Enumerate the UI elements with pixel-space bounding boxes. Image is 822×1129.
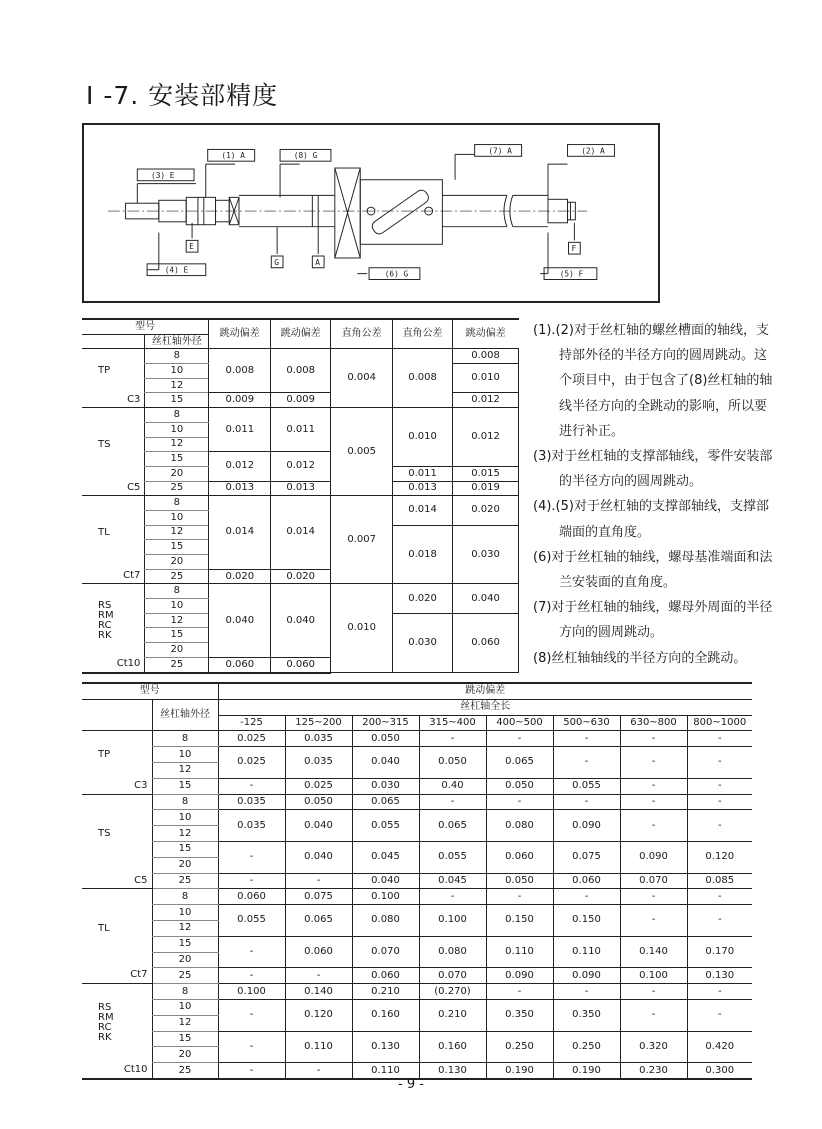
value-cell: 0.050 (285, 794, 352, 810)
value-cell: 0.350 (553, 999, 620, 1031)
note-item: (7)对于丝杠轴的轴线，螺母外周面的半径方向的圆周跳动。 (533, 600, 773, 641)
value-cell: 0.040 (352, 873, 419, 889)
model-cell: RS RM RC RK (82, 584, 145, 657)
value-cell: - (687, 905, 752, 937)
diameter-cell: 8 (145, 496, 209, 511)
table-row (82, 778, 752, 794)
diameter-cell: 12 (145, 437, 209, 452)
value-cell: 0.150 (553, 905, 620, 937)
value-cell: 0.035 (218, 794, 285, 810)
value-cell: - (218, 778, 285, 794)
header-blank (82, 334, 145, 349)
diameter-cell: 20 (152, 952, 218, 968)
value-cell: - (218, 968, 285, 984)
grade-cell: Ct7 (82, 968, 152, 984)
diameter-cell: 25 (145, 481, 209, 496)
grade-cell: Ct10 (82, 657, 145, 672)
notes-list (533, 318, 773, 671)
table-row (82, 968, 752, 984)
diameter-cell: 20 (152, 1047, 218, 1063)
callout-4: (4) E (164, 265, 189, 275)
note-item: (3)对于丝杠轴的支撑部轴线，零件安装部的半径方向的圆周跳动。 (533, 449, 773, 490)
diameter-cell: 8 (145, 408, 209, 423)
value-cell: 0.350 (486, 999, 553, 1031)
datum-f: F (571, 244, 577, 254)
value-cell: 0.020 (271, 569, 331, 584)
header-length-range: 125~200 (285, 715, 352, 731)
value-cell: - (285, 873, 352, 889)
grade-cell: Ct10 (82, 1063, 152, 1079)
callout-8: (8) G (293, 151, 318, 161)
value-cell: 0.065 (419, 810, 486, 842)
model-cell: TS (82, 408, 145, 481)
header-blank (82, 699, 152, 731)
model-cell: RS RM RC RK (82, 984, 152, 1063)
value-cell: 0.009 (209, 393, 271, 408)
diameter-cell: 8 (152, 984, 218, 1000)
value-cell: - (687, 731, 752, 747)
datum-g: G (274, 257, 279, 267)
accuracy-table-2 (82, 682, 752, 1080)
value-cell: 0.004 (331, 349, 393, 408)
value-cell: 0.012 (271, 452, 331, 481)
value-cell: 0.020 (453, 496, 519, 525)
accuracy-table-1 (82, 318, 519, 674)
value-cell: 0.040 (285, 810, 352, 842)
value-cell: 0.055 (218, 905, 285, 937)
value-cell: 0.060 (486, 841, 553, 873)
value-cell: 0.013 (271, 481, 331, 496)
value-cell: - (620, 794, 687, 810)
value-cell: 0.040 (453, 584, 519, 613)
table-row (82, 984, 752, 1000)
table-header-row (82, 683, 752, 699)
diameter-cell: 10 (152, 747, 218, 763)
value-cell: 0.011 (393, 466, 453, 481)
table-row (82, 393, 519, 408)
value-cell: 0.060 (209, 657, 271, 672)
model-cell: TL (82, 496, 145, 569)
diameter-cell: 25 (152, 968, 218, 984)
diameter-cell: 20 (152, 857, 218, 873)
diameter-cell: 12 (152, 762, 218, 778)
value-cell: 0.190 (553, 1063, 620, 1079)
value-cell: 0.100 (352, 889, 419, 905)
value-cell: - (687, 747, 752, 779)
value-cell: - (687, 810, 752, 842)
value-cell: 0.150 (486, 905, 553, 937)
diameter-cell: 8 (152, 889, 218, 905)
value-cell: - (620, 810, 687, 842)
value-cell: 0.040 (352, 747, 419, 779)
value-cell: - (285, 1063, 352, 1079)
value-cell: - (419, 889, 486, 905)
value-cell: 0.045 (419, 873, 486, 889)
value-cell: 0.130 (352, 1031, 419, 1063)
value-cell: 0.015 (453, 466, 519, 481)
header-model: 型号 (82, 319, 209, 334)
value-cell: - (553, 984, 620, 1000)
value-cell: 0.025 (218, 747, 285, 779)
value-cell: 0.014 (209, 496, 271, 569)
value-cell: 0.080 (352, 905, 419, 937)
value-cell: 0.009 (271, 393, 331, 408)
model-cell: TP (82, 731, 152, 778)
table-header-row (82, 699, 752, 715)
note-item: (6)对于丝杠轴的轴线，螺母基准端面和法兰安装面的直角度。 (533, 549, 773, 591)
value-cell: 0.110 (285, 1031, 352, 1063)
table-row (82, 481, 519, 496)
value-cell: 0.065 (486, 747, 553, 779)
value-cell: 0.300 (687, 1063, 752, 1079)
diameter-cell: 12 (152, 826, 218, 842)
note-item: (4).(5)对于丝杠轴的支撑部轴线，支撑部端面的直角度。 (533, 499, 769, 540)
value-cell: 0.010 (393, 408, 453, 467)
value-cell: 0.320 (620, 1031, 687, 1063)
value-cell: 0.080 (486, 810, 553, 842)
callout-2: (2) A (581, 146, 605, 156)
header-length-range: -125 (218, 715, 285, 731)
value-cell: 0.075 (285, 889, 352, 905)
value-cell: 0.080 (419, 936, 486, 968)
value-cell: 0.011 (209, 408, 271, 452)
value-cell: 0.110 (486, 936, 553, 968)
value-cell: 0.130 (419, 1063, 486, 1079)
value-cell: 0.100 (419, 905, 486, 937)
value-cell: - (553, 747, 620, 779)
callout-1: (1) A (221, 151, 245, 161)
diameter-cell: 15 (145, 628, 209, 643)
value-cell: 0.060 (271, 657, 331, 672)
value-cell: 0.030 (352, 778, 419, 794)
value-cell: 0.050 (419, 747, 486, 779)
value-cell: - (687, 999, 752, 1031)
value-cell: 0.019 (453, 481, 519, 496)
value-cell: 0.014 (271, 496, 331, 569)
header-diameter: 丝杠轴外径 (145, 334, 209, 349)
diameter-cell: 15 (152, 841, 218, 857)
value-cell: 0.012 (453, 393, 519, 408)
value-cell: 0.020 (209, 569, 271, 584)
value-cell: 0.030 (393, 613, 453, 672)
value-cell: (0.270) (419, 984, 486, 1000)
table-row (82, 794, 752, 810)
value-cell: - (687, 889, 752, 905)
page-number: - 9 - (398, 1077, 424, 1092)
value-cell: 0.110 (553, 936, 620, 968)
value-cell: 0.007 (331, 496, 393, 584)
diameter-cell: 15 (145, 540, 209, 555)
table-row (82, 584, 519, 599)
table-row (82, 873, 752, 889)
callout-3: (3) E (151, 170, 175, 180)
diameter-cell: 8 (145, 584, 209, 599)
callout-6: (6) G (384, 269, 409, 279)
value-cell: - (620, 984, 687, 1000)
value-cell: 0.40 (419, 778, 486, 794)
model-cell: TP (82, 349, 145, 393)
value-cell: 0.090 (620, 841, 687, 873)
value-cell: - (419, 731, 486, 747)
value-cell: - (218, 999, 285, 1031)
value-cell: 0.420 (687, 1031, 752, 1063)
value-cell: 0.140 (285, 984, 352, 1000)
header-model: 型号 (82, 683, 218, 699)
value-cell: 0.008 (393, 349, 453, 408)
header-length: 丝杠轴全长 (218, 699, 752, 715)
header-length-range: 315~400 (419, 715, 486, 731)
value-cell: 0.090 (486, 968, 553, 984)
grade-cell: C5 (82, 481, 145, 496)
value-cell: 0.075 (553, 841, 620, 873)
diameter-cell: 20 (145, 466, 209, 481)
diameter-cell: 10 (145, 510, 209, 525)
value-cell: 0.012 (209, 452, 271, 481)
value-cell: 0.014 (393, 496, 453, 525)
diameter-cell: 8 (152, 731, 218, 747)
model-cell: TS (82, 794, 152, 873)
table-row (82, 889, 752, 905)
diameter-cell: 12 (152, 920, 218, 936)
value-cell: 0.100 (218, 984, 285, 1000)
value-cell: - (285, 968, 352, 984)
callout-7: (7) A (488, 146, 512, 156)
value-cell: 0.140 (620, 936, 687, 968)
diameter-cell: 12 (152, 1015, 218, 1031)
value-cell: 0.010 (331, 584, 393, 673)
value-cell: - (620, 999, 687, 1031)
value-cell: 0.011 (271, 408, 331, 452)
value-cell: - (218, 1031, 285, 1063)
value-cell: 0.040 (271, 584, 331, 657)
value-cell: - (553, 731, 620, 747)
header-length-range: 200~315 (352, 715, 419, 731)
diameter-cell: 20 (145, 555, 209, 570)
value-cell: 0.025 (285, 778, 352, 794)
value-cell: - (419, 794, 486, 810)
value-cell: - (218, 1063, 285, 1079)
value-cell: 0.230 (620, 1063, 687, 1079)
table-row (82, 731, 752, 747)
value-cell: 0.030 (453, 525, 519, 584)
value-cell: 0.010 (453, 364, 519, 393)
value-cell: 0.035 (285, 731, 352, 747)
diameter-cell: 15 (152, 1031, 218, 1047)
value-cell: 0.120 (687, 841, 752, 873)
value-cell: 0.008 (209, 349, 271, 393)
value-cell: 0.160 (419, 1031, 486, 1063)
value-cell: 0.040 (285, 841, 352, 873)
diameter-cell: 25 (145, 657, 209, 672)
value-cell: - (486, 984, 553, 1000)
value-cell: 0.013 (393, 481, 453, 496)
diameter-cell: 25 (152, 873, 218, 889)
value-cell: 0.160 (352, 999, 419, 1031)
diameter-cell: 12 (145, 525, 209, 540)
value-cell: 0.035 (285, 747, 352, 779)
header-length-range: 630~800 (620, 715, 687, 731)
diameter-cell: 10 (152, 810, 218, 826)
value-cell: - (486, 731, 553, 747)
grade-cell: C3 (82, 393, 145, 408)
callout-5: (5) F (559, 269, 584, 279)
value-cell: - (687, 794, 752, 810)
value-cell: 0.060 (285, 936, 352, 968)
table-row (82, 905, 752, 921)
header-col: 跳动偏差 (209, 319, 271, 349)
value-cell: 0.085 (687, 873, 752, 889)
diameter-cell: 12 (145, 378, 209, 393)
header-length-range: 800~1000 (687, 715, 752, 731)
value-cell: 0.050 (486, 873, 553, 889)
diameter-cell: 15 (145, 393, 209, 408)
value-cell: 0.100 (620, 968, 687, 984)
note-item: (8)丝杠轴轴线的半径方向的全跳动。 (533, 650, 747, 666)
table-row (82, 936, 752, 952)
value-cell: 0.008 (453, 349, 519, 364)
value-cell: 0.035 (218, 810, 285, 842)
value-cell: - (553, 889, 620, 905)
table-row (82, 496, 519, 511)
value-cell: - (218, 873, 285, 889)
value-cell: 0.070 (352, 936, 419, 968)
table-row (82, 747, 752, 763)
table-header-row (82, 319, 519, 334)
value-cell: 0.070 (620, 873, 687, 889)
table-row (82, 1031, 752, 1047)
diameter-cell: 10 (145, 364, 209, 379)
header-runout: 跳动偏差 (218, 683, 752, 699)
value-cell: - (218, 936, 285, 968)
value-cell: 0.130 (687, 968, 752, 984)
diameter-cell: 15 (152, 936, 218, 952)
value-cell: 0.040 (209, 584, 271, 657)
ball-screw-diagram (82, 123, 660, 303)
grade-cell: Ct7 (82, 569, 145, 584)
value-cell: 0.070 (419, 968, 486, 984)
value-cell: 0.090 (553, 810, 620, 842)
value-cell: - (687, 778, 752, 794)
value-cell: 0.050 (486, 778, 553, 794)
header-col: 跳动偏差 (271, 319, 331, 349)
value-cell: - (620, 731, 687, 747)
diameter-cell: 10 (145, 422, 209, 437)
diameter-cell: 8 (152, 794, 218, 810)
value-cell: 0.060 (218, 889, 285, 905)
table-row (82, 349, 519, 364)
diameter-cell: 10 (145, 599, 209, 614)
value-cell: 0.250 (553, 1031, 620, 1063)
table-row (82, 408, 519, 423)
value-cell: 0.020 (393, 584, 453, 613)
diameter-cell: 25 (145, 569, 209, 584)
value-cell: 0.008 (271, 349, 331, 393)
datum-e: E (189, 242, 194, 252)
value-cell: 0.025 (218, 731, 285, 747)
grade-cell: C5 (82, 873, 152, 889)
model-cell: TL (82, 889, 152, 968)
value-cell: 0.190 (486, 1063, 553, 1079)
value-cell: 0.110 (352, 1063, 419, 1079)
value-cell: 0.055 (419, 841, 486, 873)
value-cell: - (620, 747, 687, 779)
value-cell: 0.055 (352, 810, 419, 842)
header-length-range: 500~630 (553, 715, 620, 731)
header-length-range: 400~500 (486, 715, 553, 731)
value-cell: 0.060 (553, 873, 620, 889)
value-cell: 0.050 (352, 731, 419, 747)
value-cell: - (553, 794, 620, 810)
value-cell: - (486, 889, 553, 905)
value-cell: 0.018 (393, 525, 453, 584)
header-col: 直角公差 (331, 319, 393, 349)
page-title: Ⅰ -7. 安装部精度 (86, 81, 279, 110)
value-cell: - (620, 778, 687, 794)
value-cell: 0.210 (352, 984, 419, 1000)
value-cell: 0.005 (331, 408, 393, 496)
value-cell: 0.065 (352, 794, 419, 810)
value-cell: 0.012 (453, 408, 519, 467)
value-cell: - (218, 841, 285, 873)
value-cell: 0.250 (486, 1031, 553, 1063)
value-cell: 0.060 (453, 613, 519, 672)
value-cell: 0.045 (352, 841, 419, 873)
value-cell: 0.055 (553, 778, 620, 794)
diameter-cell: 10 (152, 999, 218, 1015)
header-col: 直角公差 (393, 319, 453, 349)
value-cell: 0.090 (553, 968, 620, 984)
table-row (82, 999, 752, 1015)
value-cell: 0.210 (419, 999, 486, 1031)
value-cell: - (687, 984, 752, 1000)
value-cell: - (620, 905, 687, 937)
value-cell: 0.013 (209, 481, 271, 496)
note-item: (1).(2)对于丝杠轴的螺丝槽面的轴线，支持部外径的半径方向的圆周跳动。这个项目中，由于包含了(8)丝杠轴的轴线半径方向的全跳动的影响，所以要进行补正。 (533, 323, 773, 439)
diameter-cell: 8 (145, 349, 209, 364)
diameter-cell: 15 (152, 778, 218, 794)
value-cell: 0.120 (285, 999, 352, 1031)
diameter-cell: 12 (145, 613, 209, 628)
diameter-cell: 15 (145, 452, 209, 467)
value-cell: 0.065 (285, 905, 352, 937)
value-cell: - (620, 889, 687, 905)
diameter-cell: 25 (152, 1063, 218, 1079)
header-col: 跳动偏差 (453, 319, 519, 349)
header-diameter: 丝杠轴外径 (152, 699, 218, 731)
value-cell: 0.060 (352, 968, 419, 984)
value-cell: 0.170 (687, 936, 752, 968)
diameter-cell: 20 (145, 643, 209, 658)
ball-screw-drawing (84, 125, 658, 301)
grade-cell: C3 (82, 778, 152, 794)
value-cell: - (486, 794, 553, 810)
table-row (82, 841, 752, 857)
table-row (82, 810, 752, 826)
datum-a: A (315, 257, 320, 267)
diameter-cell: 10 (152, 905, 218, 921)
